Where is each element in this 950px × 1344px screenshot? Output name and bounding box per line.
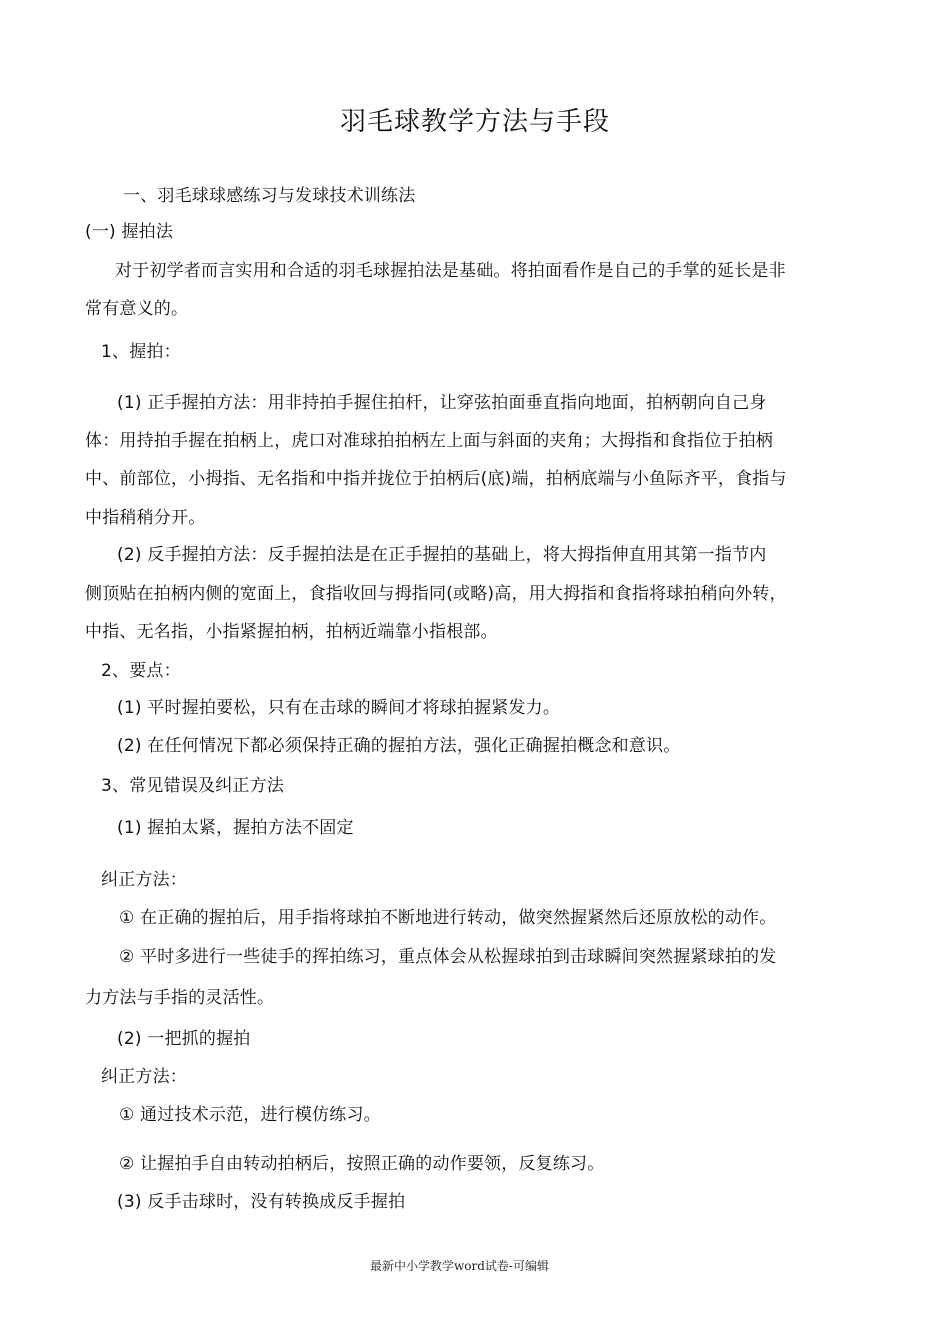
list-item: (2) 一把抓的握拍 — [117, 1029, 251, 1049]
list-item: ② 平时多进行一些徒手的挥拍练习，重点体会从松握球拍到击球瞬间突然握紧球拍的发 — [119, 947, 777, 967]
paragraph-line: 中指、无名指，小指紧握拍柄，拍柄近端靠小指根部。 — [85, 622, 498, 642]
list-item: (2) 反手握拍方法：反手握拍法是在正手握拍的基础上，将大拇指伸直用其第一指节内 — [117, 545, 767, 565]
list-item: ① 在正确的握拍后，用手指将球拍不断地进行转动，做突然握紧然后还原放松的动作。 — [119, 908, 777, 928]
correction-label: 纠正方法： — [101, 1067, 187, 1087]
section-heading: 一、羽毛球球感练习与发球技术训练法 — [123, 186, 416, 206]
list-item: (1) 握拍太紧，握拍方法不固定 — [117, 818, 354, 838]
paragraph-line: 对于初学者而言实用和合适的羽毛球握拍法是基础。将拍面看作是自己的手掌的延长是非 — [115, 261, 786, 281]
list-item: (3) 反手击球时，没有转换成反手握拍 — [117, 1192, 406, 1212]
subsection-heading: (一) 握拍法 — [85, 222, 174, 242]
paragraph-line: 中、前部位，小拇指、无名指和中指并拢位于拍柄后(底)端，拍柄底端与小鱼际齐平，食指与 — [85, 469, 787, 489]
paragraph-line: 侧顶贴在拍柄内侧的宽面上，食指收回与拇指同(或略)高，用大拇指和食指将球拍稍向外转， — [85, 584, 787, 604]
list-item: ① 通过技术示范，进行模仿练习。 — [119, 1105, 381, 1125]
document-title: 羽毛球教学方法与手段 — [339, 107, 610, 137]
numbered-heading: 3、常见错误及纠正方法 — [101, 776, 285, 796]
list-item: (1) 平时握拍要松，只有在击球的瞬间才将球拍握紧发力。 — [117, 698, 561, 718]
list-item: ② 让握拍手自由转动拍柄后，按照正确的动作要领，反复练习。 — [119, 1154, 605, 1174]
list-item: (1) 正手握拍方法：用非持拍手握住拍杆，让穿弦拍面垂直指向地面，拍柄朝向自己身 — [117, 393, 767, 413]
paragraph-line: 体：用持拍手握在拍柄上，虎口对准球拍拍柄左上面与斜面的夹角；大拇指和食指位于拍柄 — [85, 431, 773, 451]
correction-label: 纠正方法： — [101, 870, 187, 890]
numbered-heading: 2、要点： — [101, 661, 181, 681]
paragraph-line: 中指稍稍分开。 — [85, 508, 206, 528]
paragraph-line: 力方法与手指的灵活性。 — [85, 988, 275, 1008]
page-footer: 最新中小学教学word试卷-可编辑 — [370, 1259, 549, 1273]
numbered-heading: 1、握拍： — [101, 342, 181, 362]
list-item: (2) 在任何情况下都必须保持正确的握拍方法，强化正确握拍概念和意识。 — [117, 736, 681, 756]
paragraph-line: 常有意义的。 — [85, 299, 189, 319]
